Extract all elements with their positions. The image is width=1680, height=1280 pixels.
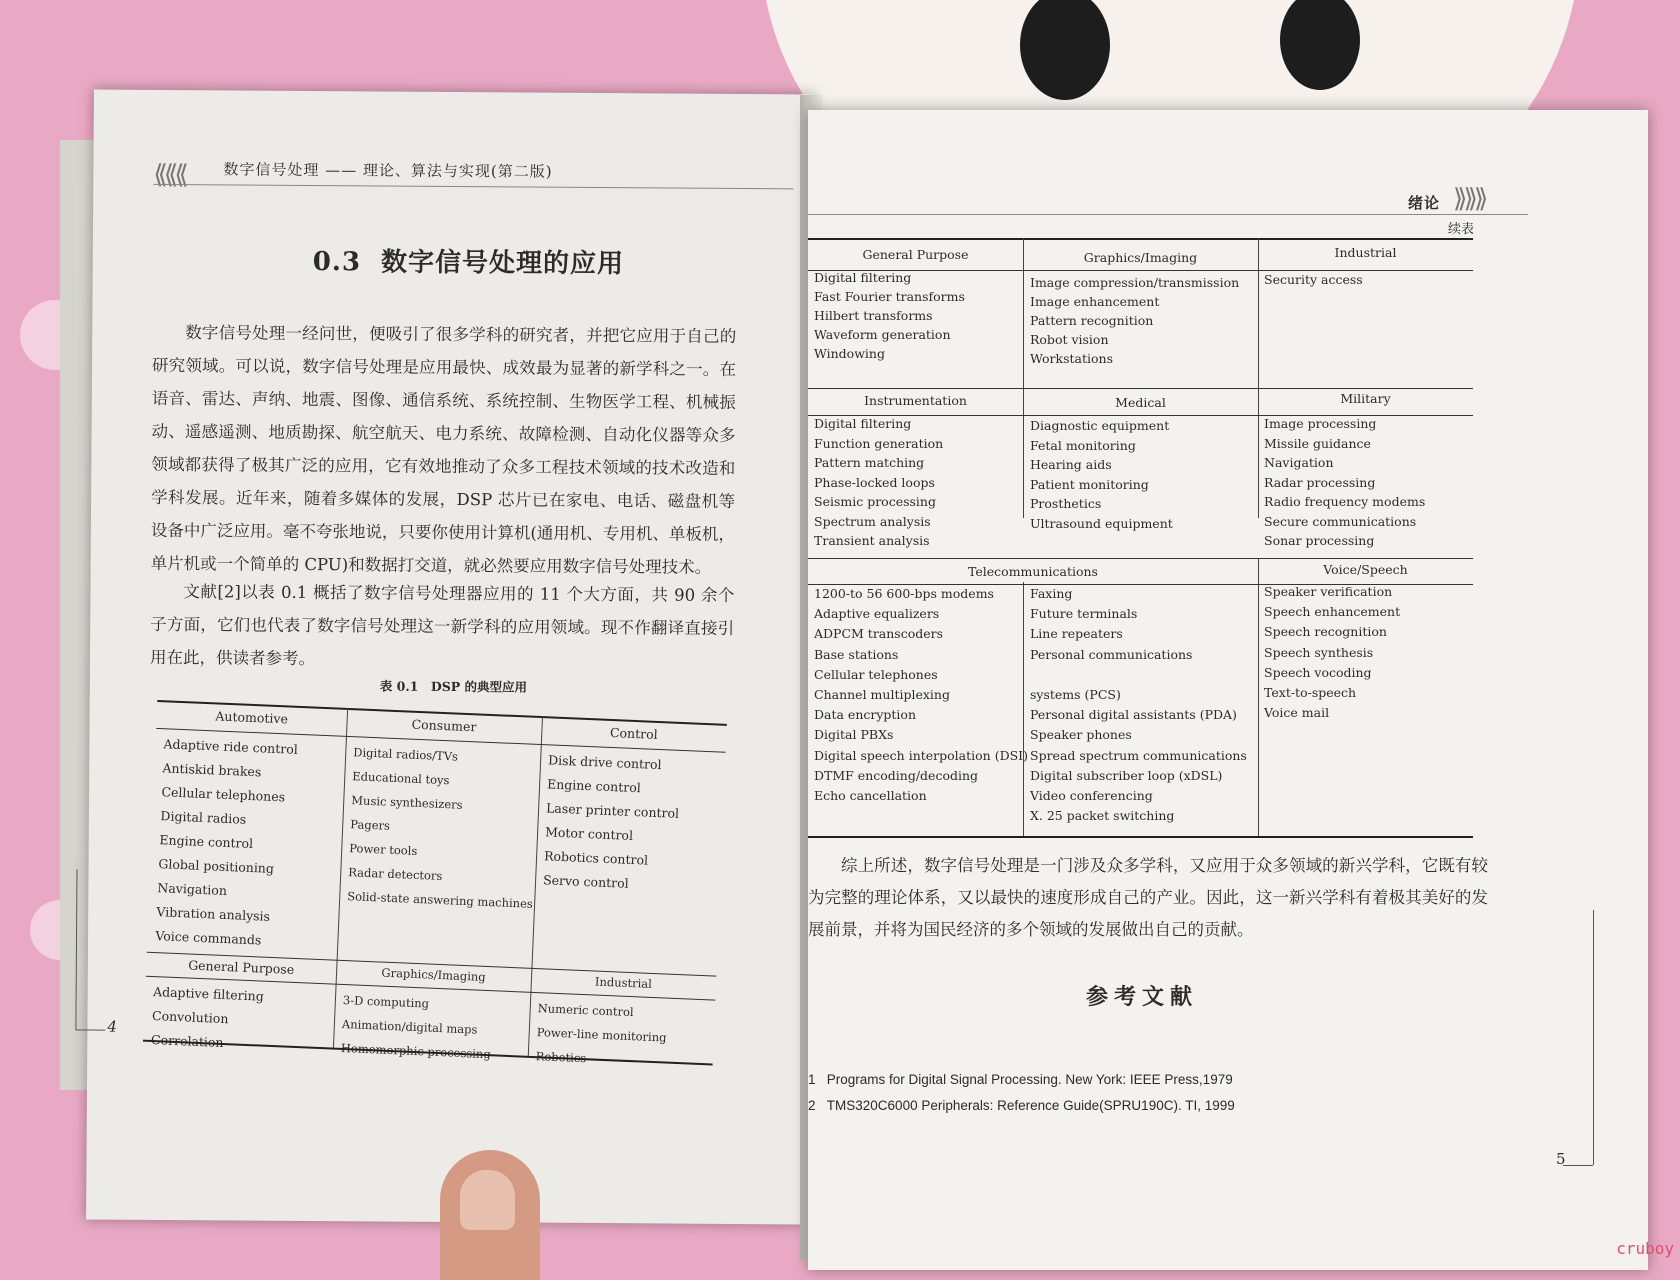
- body-paragraph-1: 数字信号处理一经问世，便吸引了很多学科的研究者，并把它应用于自己的研究领域。可以说，数字信号处理是应用最快、成效最为显著的新学科之一。在语音、雷达、声纳、地震、图像、通信系统、系统控制、生物医学工程、机械振动、遥感遥测、地质勘探、航空航天、电力系统、故障检测、自动化仪器等众多领域都获得了极其广泛的应用，它有效地推动了众多工程技术领域的技术改造和学科发展。近年来，随着多媒体的发展，DSP 芯片已在家电、电话、磁盘机等设备中广泛应用。毫不夸张地说，只要你使用计算机(通用机、专用机、单板机，单片机或一个简单的 CPU)和数据打交道，就必然要应用数字信号处理技术。: [150, 323, 737, 577]
- list-item: Workstations: [1030, 351, 1113, 366]
- reference-text: Programs for Digital Signal Processing. New York: IEEE Press,1979: [826, 1072, 1233, 1087]
- list-item: Numeric control: [537, 1001, 634, 1020]
- table-col-divider: [1023, 238, 1024, 518]
- list-item: Digital speech interpolation (DSI): [814, 747, 1028, 763]
- list-item: Image enhancement: [1030, 294, 1160, 309]
- list-item: Navigation: [157, 880, 228, 899]
- list-item: Robotics: [535, 1049, 587, 1066]
- general-purpose-list: [814, 268, 965, 363]
- list-item: Disk drive control: [547, 752, 662, 773]
- list-item: Digital subscriber loop (xDSL): [1030, 767, 1223, 783]
- reference-text: TMS320C6000 Peripherals: Reference Guide(SPRU190C). TI, 1999: [826, 1098, 1235, 1113]
- table-top-rule: [808, 238, 1473, 240]
- list-item: Speaker verification: [1264, 584, 1393, 599]
- instrumentation-list: [814, 414, 943, 551]
- left-running-head: 数字信号处理 —— 理论、算法与实现(第二版): [223, 160, 553, 181]
- military-list: [1264, 414, 1425, 551]
- right-page: [808, 110, 1648, 1270]
- list-item: Waveform generation: [814, 327, 951, 342]
- table-col-divider: [1258, 238, 1259, 518]
- list-item: Speech synthesis: [1264, 644, 1374, 660]
- list-item: Speech vocoding: [1264, 664, 1372, 680]
- list-item: Image compression/transmission: [1030, 275, 1240, 290]
- list-item: Image processing: [1264, 416, 1377, 431]
- table-header-control: Control: [609, 724, 658, 742]
- list-item: Patient monitoring: [1030, 476, 1149, 492]
- body-paragraph-2: 文献[2]以表 0.1 概括了数字信号处理器应用的 11 个大方面，共 90 余个子方面，它们也代表了数字信号处理这一新学科的应用领域。现不作翻译直接引用在此，供读者参考。: [149, 582, 735, 669]
- thumbnail-nail: [460, 1170, 515, 1230]
- page-corner-rule: [1593, 910, 1594, 1165]
- list-item: Speech enhancement: [1264, 604, 1401, 620]
- section-heading: 数字信号处理的应用: [380, 247, 625, 280]
- reference-number: 1: [808, 1072, 816, 1087]
- summary-paragraph: 综上所述，数字信号处理是一门涉及众多学科，又应用于众多领域的新兴学科，它既有较为完整的理论体系，又以最快的速度形成自己的产业。因此，这一新兴学科有着极其美好的发展前景，并将为国民经济的多个领域的发展做出自己的贡献。: [808, 856, 1488, 939]
- list-item: Security access: [1264, 272, 1363, 287]
- reference-number: 2: [808, 1098, 816, 1113]
- list-item: Echo cancellation: [814, 788, 927, 804]
- list-item: Adaptive ride control: [163, 736, 299, 757]
- watermark: cruboy: [1616, 1239, 1674, 1258]
- list-item: Line repeaters: [1030, 626, 1123, 642]
- list-item: Voice commands: [155, 928, 262, 948]
- table-section-rule: [808, 558, 1473, 559]
- table-header-industrial: Industrial: [1334, 245, 1397, 260]
- list-item: Faxing: [1030, 586, 1073, 601]
- list-item: Sonar processing: [1264, 533, 1375, 548]
- list-item: Convolution: [151, 1008, 229, 1027]
- list-item: Servo control: [542, 872, 630, 891]
- list-item: Text-to-speech: [1264, 685, 1357, 701]
- list-item: Cellular telephones: [161, 784, 286, 805]
- list-item: Future terminals: [1030, 606, 1138, 622]
- list-item: Spectrum analysis: [814, 513, 931, 529]
- list-item: Cellular telephones: [814, 666, 938, 682]
- list-item: Digital PBXs: [814, 727, 894, 743]
- automotive-list: [155, 732, 298, 953]
- list-item: Base stations: [814, 646, 899, 662]
- list-item: Fetal monitoring: [1030, 437, 1136, 453]
- list-item: Robot vision: [1030, 332, 1109, 347]
- list-item: Prosthetics: [1030, 496, 1102, 511]
- references-title: 参考文献: [1086, 984, 1199, 1010]
- table-col-divider: [1258, 558, 1259, 836]
- list-item: Video conferencing: [1030, 788, 1153, 804]
- list-item: Secure communications: [1264, 513, 1417, 529]
- list-item: Missile guidance: [1264, 435, 1371, 451]
- list-item: Voice mail: [1264, 705, 1330, 721]
- voice-speech-list: [1264, 582, 1400, 723]
- table-header-consumer: Consumer: [411, 716, 477, 735]
- page-corner-rule: [75, 1029, 105, 1030]
- list-item: Channel multiplexing: [814, 687, 950, 703]
- list-item: Radar processing: [1264, 474, 1376, 490]
- list-item: Pagers: [350, 817, 391, 833]
- header-arrows-decoration: ⟪⟪⟪: [153, 159, 185, 191]
- table-header-industrial: Industrial: [594, 974, 653, 991]
- control-list: [543, 748, 682, 897]
- header-arrows-decoration: ⟫⟫⟫: [1453, 184, 1485, 214]
- list-item: 1200-to 56 600-bps modems: [814, 586, 994, 601]
- list-item: Hearing aids: [1030, 457, 1112, 472]
- telecom-list-1: [814, 584, 1028, 806]
- list-item: Fast Fourier transforms: [814, 289, 965, 304]
- list-item: Adaptive equalizers: [814, 606, 940, 622]
- list-item: Digital filtering: [814, 270, 912, 285]
- table-header-voice-speech: Voice/Speech: [1323, 562, 1408, 577]
- header-rule: [153, 184, 793, 189]
- list-item: Antiskid brakes: [162, 760, 262, 780]
- list-item: Pattern matching: [814, 455, 925, 470]
- table-header-general-purpose: General Purpose: [862, 247, 969, 262]
- list-item: Correlation: [150, 1031, 224, 1051]
- page-number-right: 5: [1556, 1150, 1566, 1168]
- table-header-instrumentation: Instrumentation: [864, 393, 967, 408]
- table-header-graphics-imaging: Graphics/Imaging: [381, 965, 486, 984]
- list-item: Spread spectrum communications: [1030, 747, 1247, 763]
- reference-item: [808, 1072, 1233, 1087]
- list-item: Adaptive filtering: [152, 984, 265, 1004]
- list-item: Navigation: [1264, 455, 1334, 470]
- industrial-list: [1264, 270, 1363, 289]
- table-header-general-purpose: General Purpose: [187, 957, 295, 977]
- consumer-list: [347, 740, 540, 916]
- list-item: Robotics control: [543, 848, 649, 868]
- table-bottom-rule: [808, 836, 1473, 838]
- table-header-military: Military: [1340, 391, 1391, 406]
- list-item: Personal communications: [1030, 646, 1193, 662]
- list-item: DTMF encoding/decoding: [814, 767, 979, 783]
- right-running-head: 绪论: [1408, 194, 1441, 212]
- table-header-telecommunications: Telecommunications: [968, 564, 1098, 579]
- list-item: Homomorphic processing: [340, 1040, 492, 1062]
- list-item: Seismic processing: [814, 494, 936, 509]
- list-item: 3-D computing: [342, 992, 430, 1011]
- list-item: Personal digital assistants (PDA): [1030, 707, 1237, 723]
- list-item: Music synthesizers: [351, 793, 463, 812]
- list-item: Digital radios/TVs: [353, 745, 459, 764]
- graphics-imaging-list: [1030, 273, 1239, 368]
- list-item: Phase-locked loops: [814, 474, 935, 490]
- list-item: X. 25 packet switching: [1030, 808, 1175, 824]
- list-item: Speech recognition: [1264, 624, 1387, 640]
- list-item: Global positioning: [158, 856, 275, 876]
- list-item: Radio frequency modems: [1264, 494, 1426, 509]
- list-item: Educational toys: [352, 769, 450, 788]
- list-item: Speaker phones: [1030, 727, 1132, 743]
- section-title: [313, 241, 625, 280]
- list-item: systems (PCS): [1030, 687, 1121, 703]
- table-continued-label: 续表: [1448, 222, 1475, 237]
- telecom-list-2: [1030, 584, 1247, 826]
- list-item: Power tools: [349, 841, 418, 858]
- list-item: Laser printer control: [545, 800, 680, 821]
- list-item: Hilbert transforms: [814, 308, 933, 323]
- list-item: Ultrasound equipment: [1030, 515, 1173, 531]
- list-item: Solid-state answering machines: [347, 889, 534, 911]
- bear-eye: [1280, 0, 1360, 90]
- left-page: [86, 90, 814, 1225]
- table-header-automotive: Automotive: [215, 708, 289, 727]
- list-item: Power-line monitoring: [536, 1025, 667, 1045]
- reference-item: [808, 1098, 1235, 1113]
- section-number: 0.3: [312, 247, 362, 278]
- page-corner-rule: [1563, 1165, 1593, 1166]
- list-item: [1030, 665, 1247, 685]
- list-item: Function generation: [814, 435, 944, 451]
- list-item: Vibration analysis: [156, 904, 271, 924]
- list-item: Windowing: [814, 346, 885, 361]
- table-section-rule: [808, 388, 1473, 389]
- page-number-left: 4: [107, 1017, 118, 1036]
- medical-list: [1030, 416, 1173, 533]
- list-item: Radar detectors: [348, 865, 443, 884]
- table-header-graphics-imaging: Graphics/Imaging: [1083, 250, 1198, 265]
- list-item: Engine control: [159, 832, 254, 852]
- list-item: Animation/digital maps: [341, 1016, 478, 1037]
- left-table: [141, 690, 727, 1114]
- bear-eye: [1020, 0, 1110, 100]
- list-item: Digital filtering: [814, 416, 912, 431]
- header-rule: [808, 214, 1528, 215]
- list-item: Motor control: [544, 824, 634, 843]
- list-item: Data encryption: [814, 707, 917, 723]
- table-header-medical: Medical: [1115, 395, 1166, 410]
- list-item: Pattern recognition: [1030, 313, 1154, 328]
- list-item: Engine control: [546, 776, 642, 796]
- list-item: ADPCM transcoders: [814, 626, 944, 642]
- list-item: Digital radios: [160, 808, 247, 827]
- table-caption: 表 0.1 DSP 的典型应用: [379, 678, 528, 695]
- list-item: Diagnostic equipment: [1030, 418, 1170, 433]
- list-item: Transient analysis: [814, 533, 930, 548]
